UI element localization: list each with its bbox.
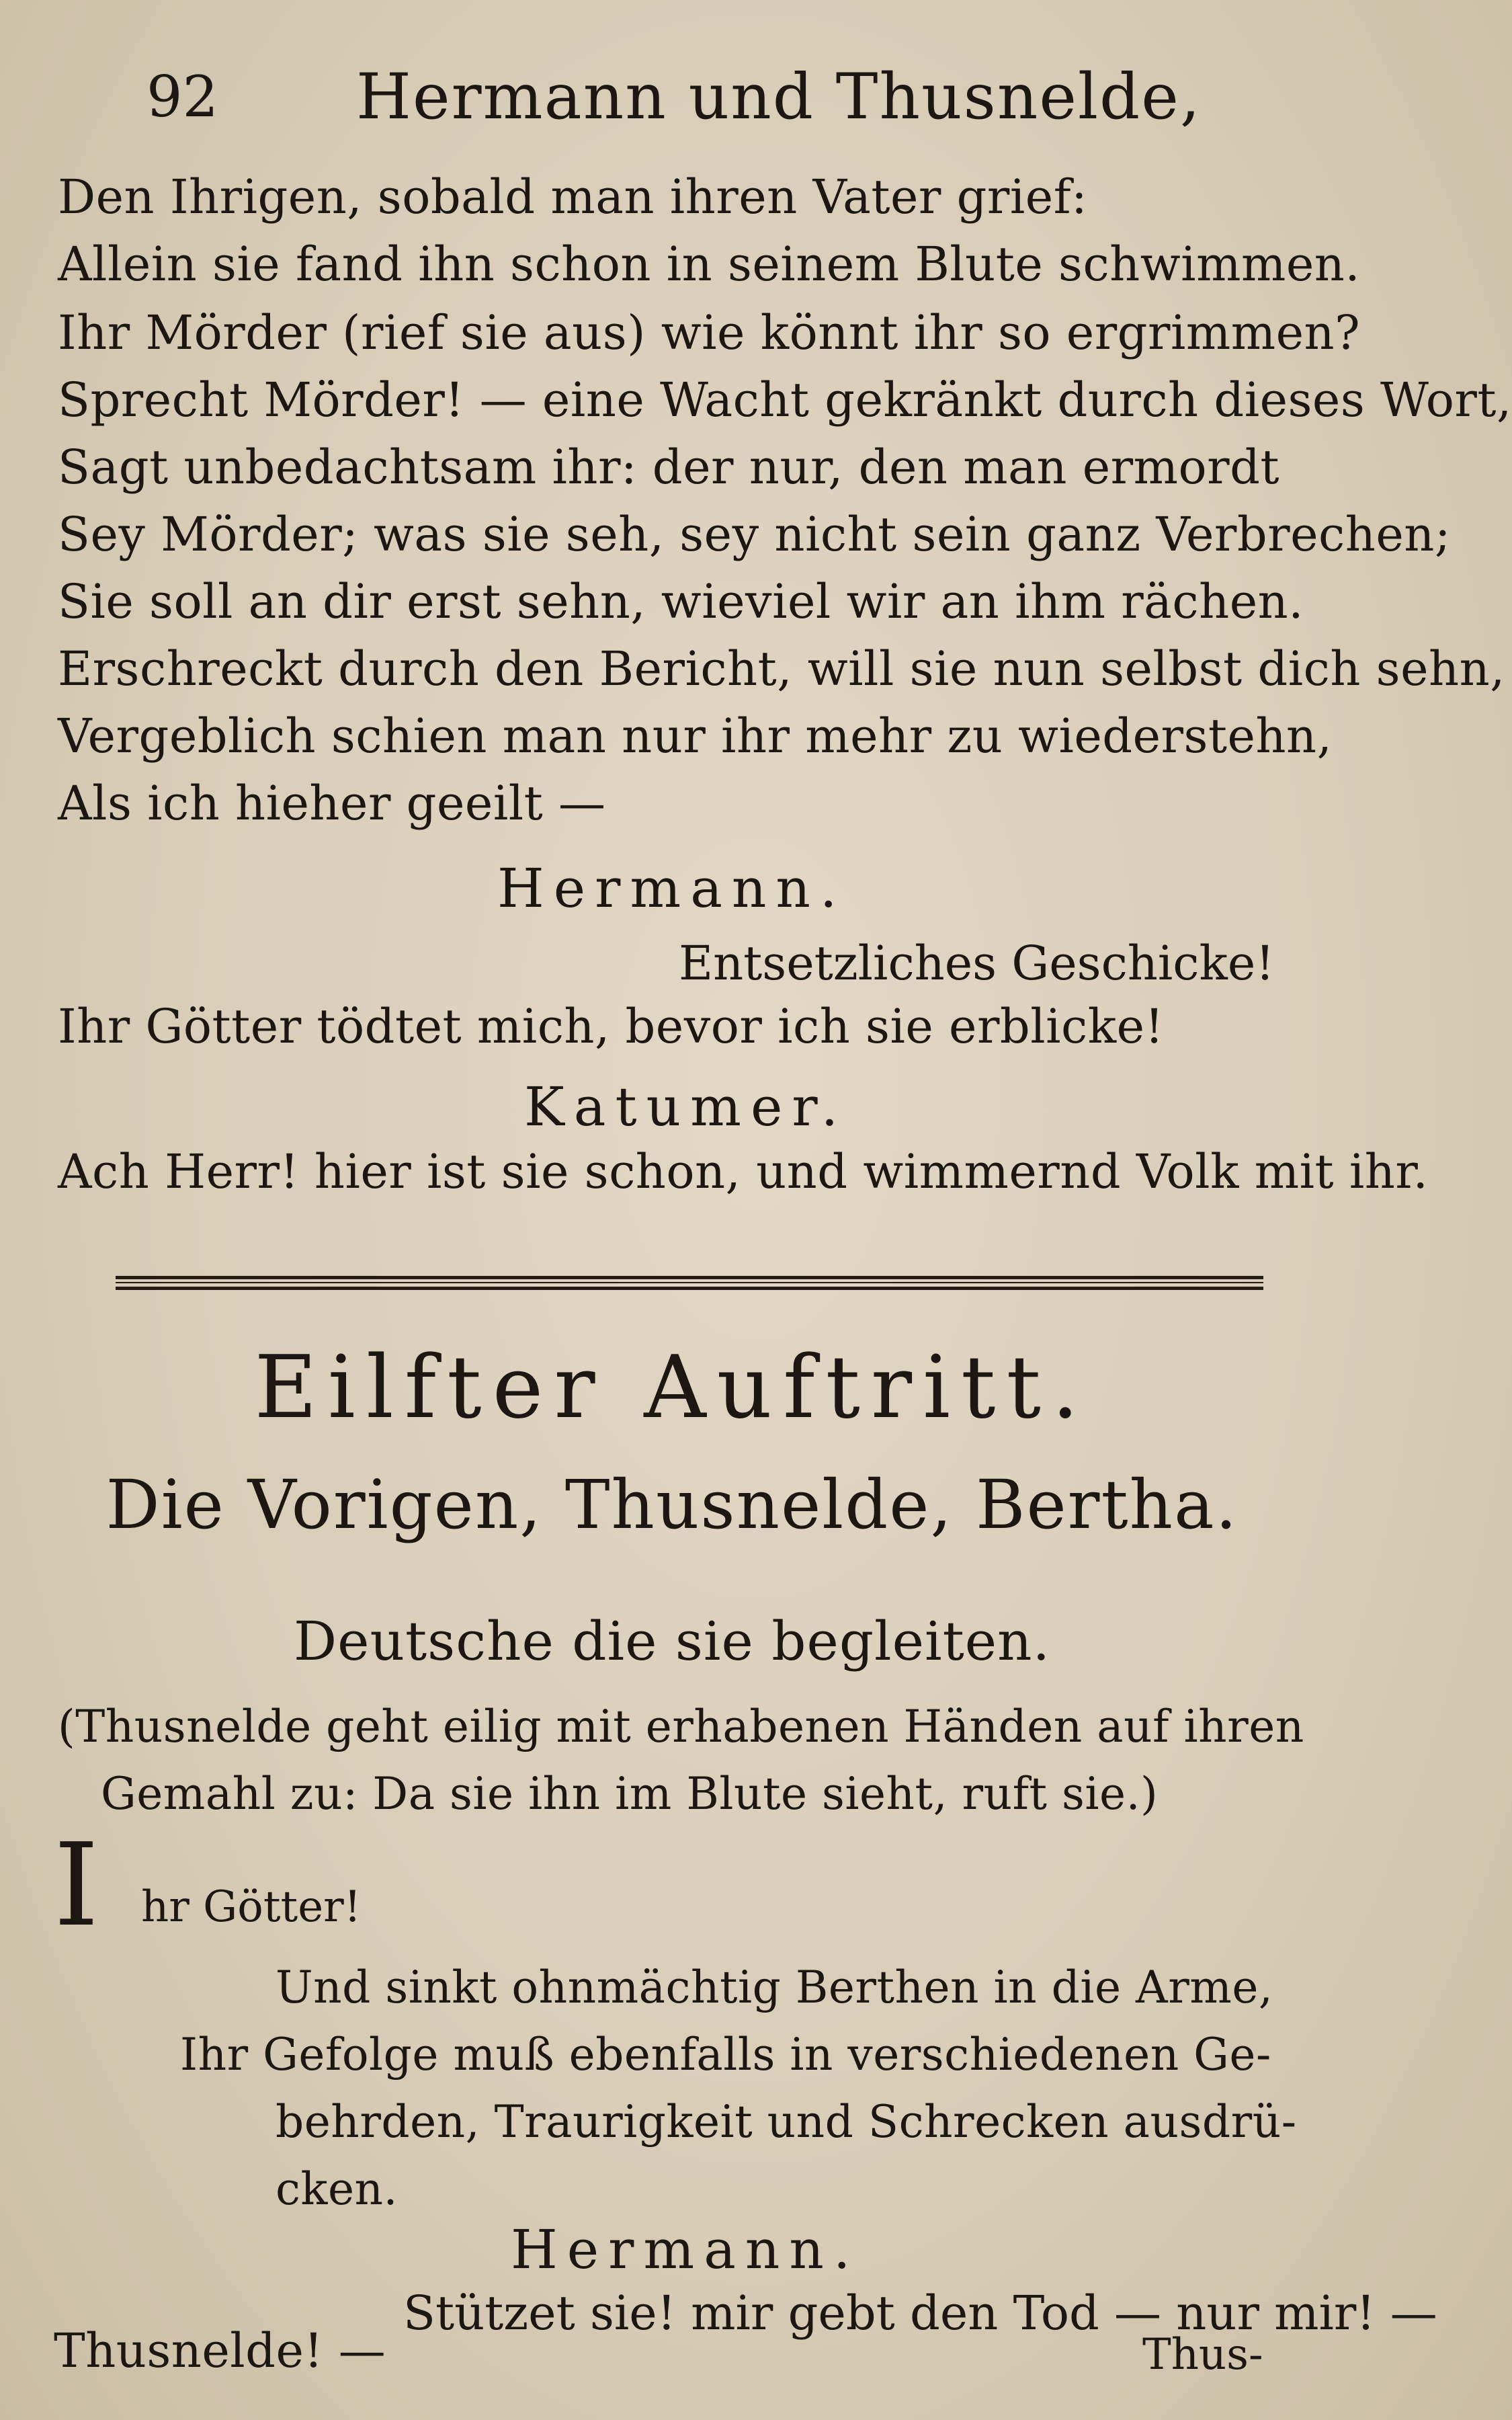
stage-direction-line: cken. <box>276 2163 398 2215</box>
scene-characters: Die Vorigen, Thusnelde, Bertha. <box>106 1465 1238 1544</box>
verse-line: Als ich hieher geeilt — <box>58 776 606 831</box>
stage-direction-line: Gemahl zu: Da sie ihn im Blute sieht, ruft sie.) <box>101 1768 1159 1820</box>
verse-line: Erschreckt durch den Bericht, will sie nun selbst dich sehn, <box>58 641 1505 696</box>
scene-companions: Deutsche die sie begleiten. <box>293 1610 1051 1672</box>
verse-line: Thusnelde! — <box>54 2323 386 2378</box>
verse-line: Sey Mörder; was sie seh, sey nicht sein ganz Verbrechen; <box>58 507 1451 562</box>
speech-continuation: Entsetzliches Geschicke! <box>679 936 1275 991</box>
stage-direction-line: Ihr Gefolge muß ebenfalls in verschiedenen Ge- <box>180 2029 1271 2081</box>
speaker-name: Hermann. <box>497 857 847 920</box>
verse-line: Ach Herr! hier ist sie schon, und wimmernd Volk mit ihr. <box>58 1144 1429 1199</box>
speech-continuation: Stützet sie! mir gebt den Tod — nur mir! — <box>403 2286 1437 2341</box>
speaker-name: Katumer. <box>524 1076 848 1138</box>
exclamation-text: hr Götter! <box>141 1882 362 1932</box>
verse-line: Sagt unbedachtsam ihr: der nur, den man ermordt <box>58 440 1280 495</box>
drop-cap: I <box>54 1819 99 1952</box>
verse-line: Den Ihrigen, sobald man ihren Vater grief: <box>58 169 1088 225</box>
stage-direction-line: (Thusnelde geht eilig mit erhabenen Händen auf ihren <box>58 1701 1304 1752</box>
running-title: Hermann und Thusnelde, <box>356 61 1202 134</box>
stage-direction-line: Und sinkt ohnmächtig Berthen in die Arme, <box>276 1962 1273 2013</box>
verse-line: Ihr Götter tödtet mich, bevor ich sie erblicke! <box>58 999 1165 1054</box>
catchword: Thus- <box>1142 2330 1263 2380</box>
speaker-name: Hermann. <box>511 2218 860 2281</box>
ornamental-rule <box>116 1273 1263 1292</box>
verse-line: Allein sie fand ihn schon in seinem Blute schwimmen. <box>58 237 1361 292</box>
verse-line: Ihr Mörder (rief sie aus) wie könnt ihr so ergrimmen? <box>58 305 1361 360</box>
verse-line: Vergeblich schien man nur ihr mehr zu wiederstehn, <box>58 709 1333 764</box>
page-number: 92 <box>146 64 218 130</box>
stage-direction-line: behrden, Traurigkeit und Schrecken ausdrü- <box>276 2096 1297 2148</box>
verse-line: Sprecht Mörder! — eine Wacht gekränkt durch dieses Wort, <box>58 372 1512 428</box>
scene-title: Eilfter Auftritt. <box>254 1338 1090 1438</box>
verse-line: Sie soll an dir erst sehn, wieviel wir an ihm rächen. <box>58 574 1304 629</box>
